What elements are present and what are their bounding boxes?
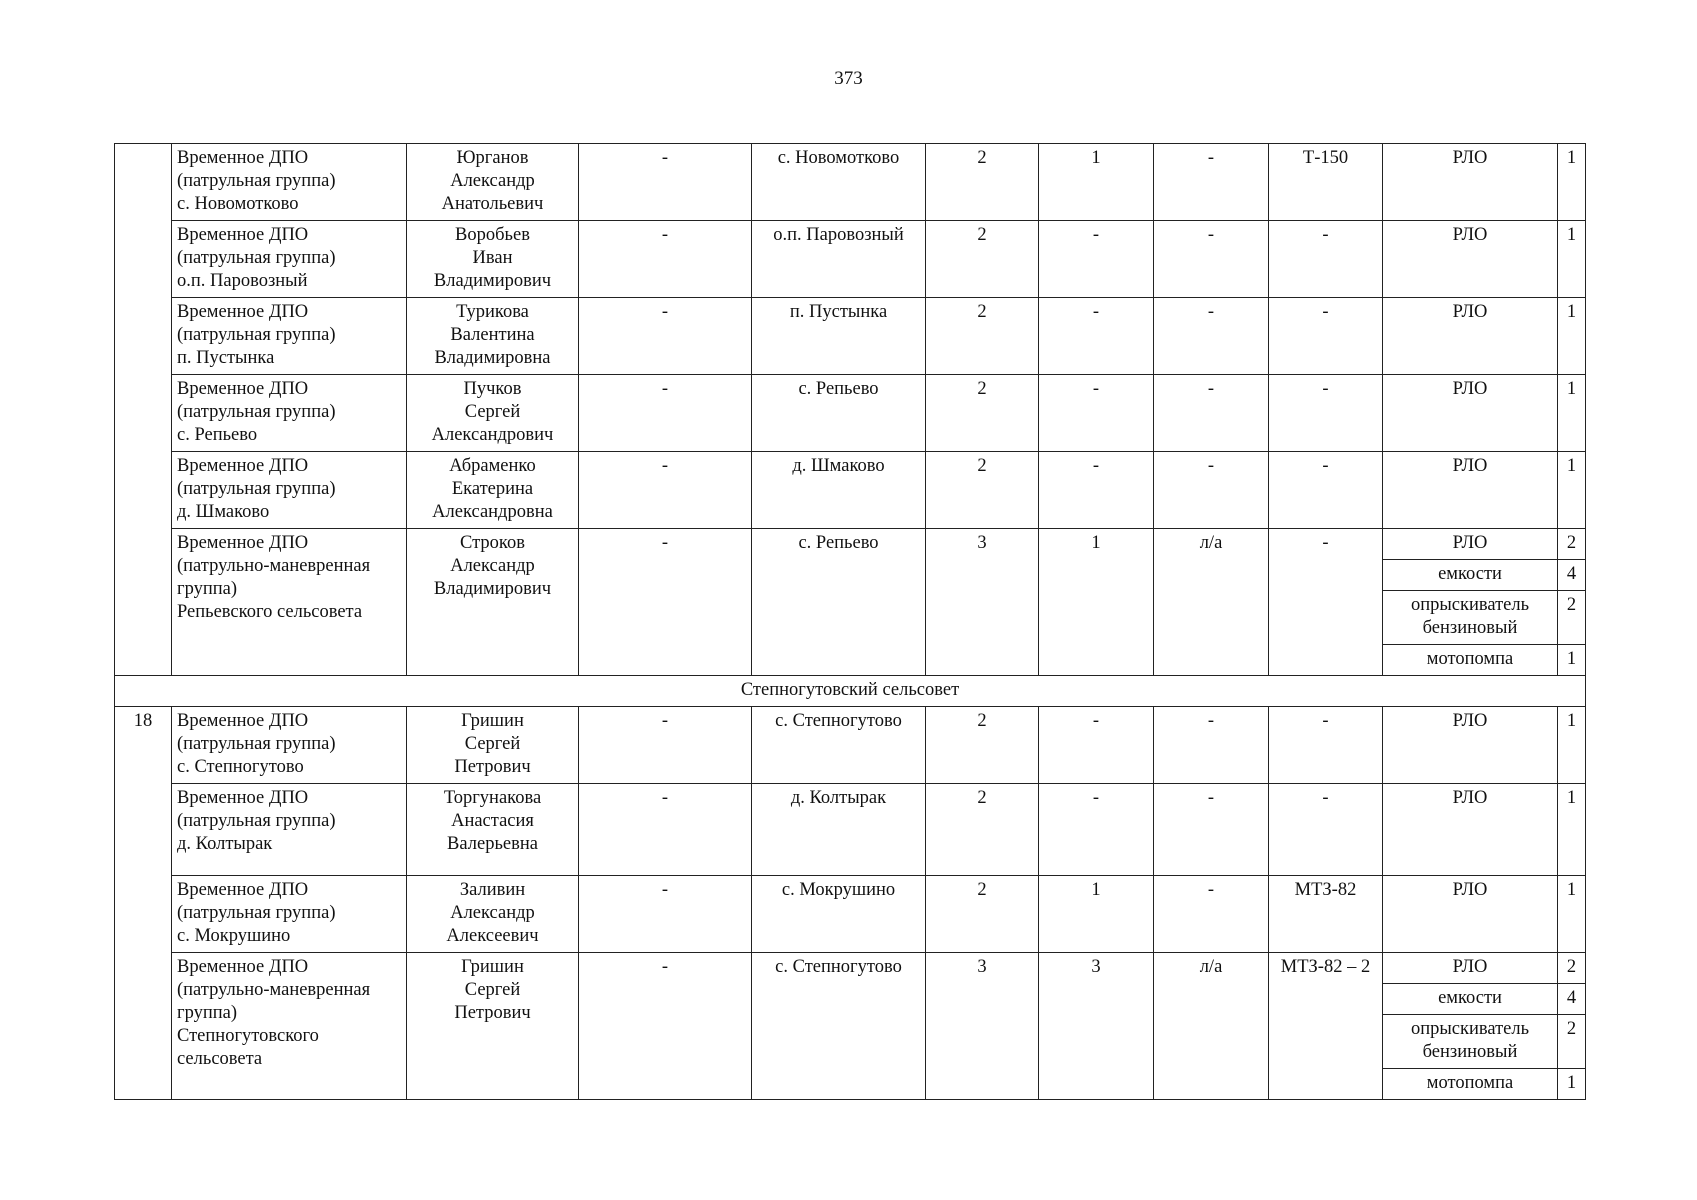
- equipment-qty: 1: [1558, 298, 1586, 375]
- equipment-name: мотопомпа: [1383, 645, 1558, 676]
- table-body: [115, 144, 1586, 1100]
- column-8: МТЗ-82 – 2: [1269, 953, 1383, 1100]
- equipment-qty: 1: [1558, 375, 1586, 452]
- unit-name: Временное ДПО (патрульная группа) д. Колтырак: [172, 784, 407, 876]
- column-8: -: [1269, 707, 1383, 784]
- column-6: -: [1039, 452, 1154, 529]
- location: с. Новомотково: [752, 144, 926, 221]
- location: с. Степногутово: [752, 953, 926, 1100]
- column-8: -: [1269, 784, 1383, 876]
- column-6: -: [1039, 375, 1154, 452]
- column-8: -: [1269, 529, 1383, 676]
- column-5: 3: [926, 953, 1039, 1100]
- equipment-name: мотопомпа: [1383, 1069, 1558, 1100]
- column-7: -: [1154, 452, 1269, 529]
- column-8: МТЗ-82: [1269, 876, 1383, 953]
- head-name: Абраменко Екатерина Александровна: [407, 452, 579, 529]
- column-7: -: [1154, 784, 1269, 876]
- unit-name: Временное ДПО (патрульная группа) с. Степногутово: [172, 707, 407, 784]
- column-3: -: [579, 375, 752, 452]
- unit-name: Временное ДПО (патрульно-маневренная группа) Степногутовского сельсовета: [172, 953, 407, 1100]
- section-row: [115, 676, 1586, 707]
- column-3: -: [579, 144, 752, 221]
- table-row: [115, 298, 1586, 375]
- head-name: Заливин Александр Алексеевич: [407, 876, 579, 953]
- column-5: 2: [926, 221, 1039, 298]
- location: с. Репьево: [752, 375, 926, 452]
- column-3: -: [579, 452, 752, 529]
- location: д. Колтырак: [752, 784, 926, 876]
- column-7: -: [1154, 298, 1269, 375]
- equipment-name: РЛО: [1383, 529, 1558, 560]
- equipment-qty: 4: [1558, 984, 1586, 1015]
- equipment-qty: 2: [1558, 591, 1586, 645]
- unit-name: Временное ДПО (патрульная группа) п. Пустынка: [172, 298, 407, 375]
- head-name: Торгунакова Анастасия Валерьевна: [407, 784, 579, 876]
- column-3: -: [579, 298, 752, 375]
- equipment-name: емкости: [1383, 984, 1558, 1015]
- column-7: -: [1154, 221, 1269, 298]
- location: с. Репьево: [752, 529, 926, 676]
- head-name: Гришин Сергей Петрович: [407, 953, 579, 1100]
- column-5: 2: [926, 375, 1039, 452]
- head-name: Юрганов Александр Анатольевич: [407, 144, 579, 221]
- equipment-qty: 1: [1558, 221, 1586, 298]
- head-name: Турикова Валентина Владимировна: [407, 298, 579, 375]
- column-3: -: [579, 707, 752, 784]
- column-6: 1: [1039, 529, 1154, 676]
- equipment-qty: 1: [1558, 707, 1586, 784]
- column-6: -: [1039, 298, 1154, 375]
- page-number: 373: [834, 68, 863, 89]
- unit-name: Временное ДПО (патрульная группа) с. Мокрушино: [172, 876, 407, 953]
- table-row: [115, 144, 1586, 221]
- unit-name: Временное ДПО (патрульная группа) с. Репьево: [172, 375, 407, 452]
- location: д. Шмаково: [752, 452, 926, 529]
- column-6: 3: [1039, 953, 1154, 1100]
- table-row: [115, 529, 1586, 560]
- column-3: -: [579, 876, 752, 953]
- column-7: -: [1154, 144, 1269, 221]
- unit-name: Временное ДПО (патрульно-маневренная группа) Репьевского сельсовета: [172, 529, 407, 676]
- equipment-qty: 1: [1558, 645, 1586, 676]
- equipment-qty: 1: [1558, 144, 1586, 221]
- column-6: -: [1039, 784, 1154, 876]
- equipment-name: опрыскиватель бензиновый: [1383, 1015, 1558, 1069]
- data-table: [114, 143, 1586, 1100]
- table-row: [115, 953, 1586, 984]
- equipment-name: РЛО: [1383, 298, 1558, 375]
- column-8: -: [1269, 221, 1383, 298]
- head-name: Гришин Сергей Петрович: [407, 707, 579, 784]
- equipment-name: РЛО: [1383, 953, 1558, 984]
- equipment-qty: 2: [1558, 1015, 1586, 1069]
- location: с. Мокрушино: [752, 876, 926, 953]
- column-6: -: [1039, 221, 1154, 298]
- table-row: [115, 452, 1586, 529]
- equipment-name: РЛО: [1383, 452, 1558, 529]
- row-number-cell: [115, 144, 172, 676]
- equipment-name: емкости: [1383, 560, 1558, 591]
- equipment-qty: 1: [1558, 784, 1586, 876]
- equipment-name: РЛО: [1383, 221, 1558, 298]
- column-7: л/а: [1154, 953, 1269, 1100]
- head-name: Пучков Сергей Александрович: [407, 375, 579, 452]
- column-5: 2: [926, 784, 1039, 876]
- row-number-cell: 18: [115, 707, 172, 1100]
- table-row: [115, 221, 1586, 298]
- column-6: 1: [1039, 876, 1154, 953]
- column-8: -: [1269, 298, 1383, 375]
- column-3: -: [579, 221, 752, 298]
- unit-name: Временное ДПО (патрульная группа) о.п. Паровозный: [172, 221, 407, 298]
- column-7: -: [1154, 375, 1269, 452]
- head-name: Воробьев Иван Владимирович: [407, 221, 579, 298]
- column-7: -: [1154, 707, 1269, 784]
- equipment-qty: 2: [1558, 953, 1586, 984]
- equipment-qty: 1: [1558, 1069, 1586, 1100]
- column-8: -: [1269, 452, 1383, 529]
- location: о.п. Паровозный: [752, 221, 926, 298]
- column-6: -: [1039, 707, 1154, 784]
- equipment-name: РЛО: [1383, 876, 1558, 953]
- equipment-name: РЛО: [1383, 707, 1558, 784]
- column-3: -: [579, 953, 752, 1100]
- equipment-qty: 1: [1558, 452, 1586, 529]
- column-6: 1: [1039, 144, 1154, 221]
- column-5: 2: [926, 707, 1039, 784]
- equipment-name: опрыскиватель бензиновый: [1383, 591, 1558, 645]
- column-8: -: [1269, 375, 1383, 452]
- unit-name: Временное ДПО (патрульная группа) с. Новомотково: [172, 144, 407, 221]
- equipment-name: РЛО: [1383, 144, 1558, 221]
- column-3: -: [579, 784, 752, 876]
- location: п. Пустынка: [752, 298, 926, 375]
- column-5: 2: [926, 298, 1039, 375]
- column-5: 3: [926, 529, 1039, 676]
- column-5: 2: [926, 876, 1039, 953]
- head-name: Строков Александр Владимирович: [407, 529, 579, 676]
- equipment-qty: 2: [1558, 529, 1586, 560]
- table-row: [115, 707, 1586, 784]
- column-8: Т-150: [1269, 144, 1383, 221]
- equipment-qty: 1: [1558, 876, 1586, 953]
- column-7: -: [1154, 876, 1269, 953]
- column-3: -: [579, 529, 752, 676]
- table-row: [115, 784, 1586, 876]
- column-5: 2: [926, 144, 1039, 221]
- column-5: 2: [926, 452, 1039, 529]
- equipment-name: РЛО: [1383, 375, 1558, 452]
- column-7: л/а: [1154, 529, 1269, 676]
- equipment-name: РЛО: [1383, 784, 1558, 876]
- section-title: Степногутовский сельсовет: [115, 676, 1586, 707]
- unit-name: Временное ДПО (патрульная группа) д. Шмаково: [172, 452, 407, 529]
- table-row: [115, 876, 1586, 953]
- table-row: [115, 375, 1586, 452]
- equipment-qty: 4: [1558, 560, 1586, 591]
- location: с. Степногутово: [752, 707, 926, 784]
